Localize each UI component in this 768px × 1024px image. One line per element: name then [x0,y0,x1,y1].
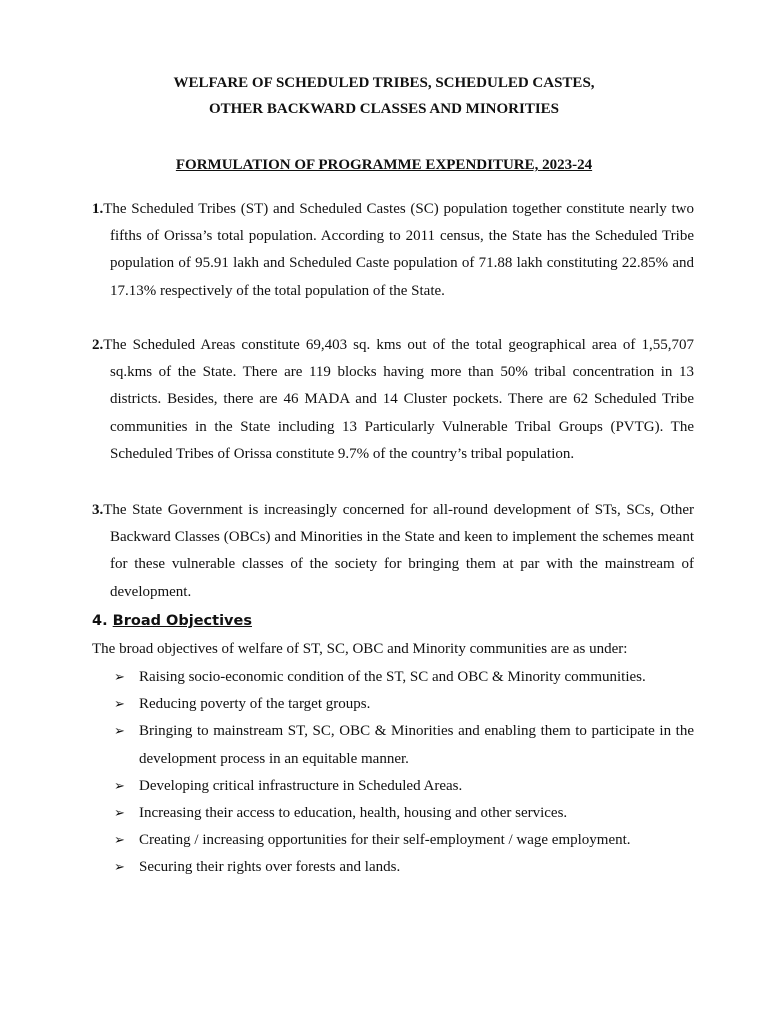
paragraph-3 [92,497,694,606]
title-line-2: OTHER BACKWARD CLASSES AND MINORITIES [208,101,560,117]
list-item [114,664,694,691]
list-item-text: Increasing their access to education, health, housing and other services. [139,805,568,822]
subtitle-text: FORMULATION OF PROGRAMME EXPENDITURE, 2023-24 [175,157,593,173]
list-item [114,854,694,881]
list-item [114,827,694,854]
paragraph-3-body [92,497,694,606]
paragraph-2-body [92,332,694,468]
document-subtitle [0,152,768,178]
list-item [114,773,694,800]
objectives-intro: The broad objectives of welfare of ST, SC, OBC and Minority communities are as under: [92,641,628,657]
objectives-list [114,664,694,882]
arrow-bullet-icon: ➢ [114,670,125,685]
title-line-1: WELFARE OF SCHEDULED TRIBES, SCHEDULED CASTES, [173,75,595,91]
list-item [114,691,694,718]
paragraph-3-text: The State Government is increasingly concerned for all-round development of STs, SCs, Other Backward Classes (OBCs) and Minorities in the State and keen to implement the schemes meant for these vulnerable classes of the society for bringing them at par with the mainstream of development. [103,502,694,600]
paragraph-1 [92,196,694,305]
paragraph-3-number: 3. [92,502,104,518]
section-4-title: Broad Objectives [112,613,252,629]
list-item-text: Bringing to mainstream ST, SC, OBC & Minorities and enabling them to participate in the development process in an equitable manner. [139,723,694,767]
list-item-text: Securing their rights over forests and lands. [139,859,401,876]
list-item [114,718,694,772]
arrow-bullet-icon: ➢ [114,860,125,876]
document-title [0,70,768,122]
paragraph-2 [92,332,694,468]
arrow-bullet-icon: ➢ [114,724,125,740]
arrow-bullet-icon: ➢ [114,778,125,794]
arrow-bullet-icon: ➢ [114,697,125,713]
list-item-text: Creating / increasing opportunities for their self-employment / wage employment. [139,832,631,849]
paragraph-1-body [92,196,694,305]
section-4-heading [92,609,252,633]
list-item-text: Developing critical infrastructure in Scheduled Areas. [139,777,463,794]
arrow-bullet-icon: ➢ [114,806,125,822]
list-item [114,800,694,827]
paragraph-1-text: The Scheduled Tribes (ST) and Scheduled Castes (SC) population together constitute nearly two fifths of Orissa’s total population. According to 2011 census, the State has the Scheduled Tribe population of 95.91 lakh and Scheduled Caste population of 71.88 lakh constituting 22.85% and 17.13% respectively of the total population of the State. [103,201,694,299]
arrow-bullet-icon: ➢ [114,833,125,849]
paragraph-2-text: The Scheduled Areas constitute 69,403 sq. kms out of the total geographical area of 1,55,707 sq.kms of the State. There are 119 blocks having more than 50% tribal concentration in 13 districts. Besides, there are 46 MADA and 14 Cluster pockets. There are 62 Scheduled Tribe communities in the State including 13 Particularly Vulnerable Tribal Groups (PVTG). The Scheduled Tribes of Orissa constitute 9.7% of the country’s tribal population. [103,337,694,462]
section-4-number: 4. [92,613,108,629]
paragraph-1-number: 1. [92,201,104,217]
list-item-text: Reducing poverty of the target groups. [139,696,371,713]
paragraph-2-number: 2. [92,337,104,353]
list-item-text: Raising socio-economic condition of the ST, SC and OBC & Minority communities. [139,669,646,685]
